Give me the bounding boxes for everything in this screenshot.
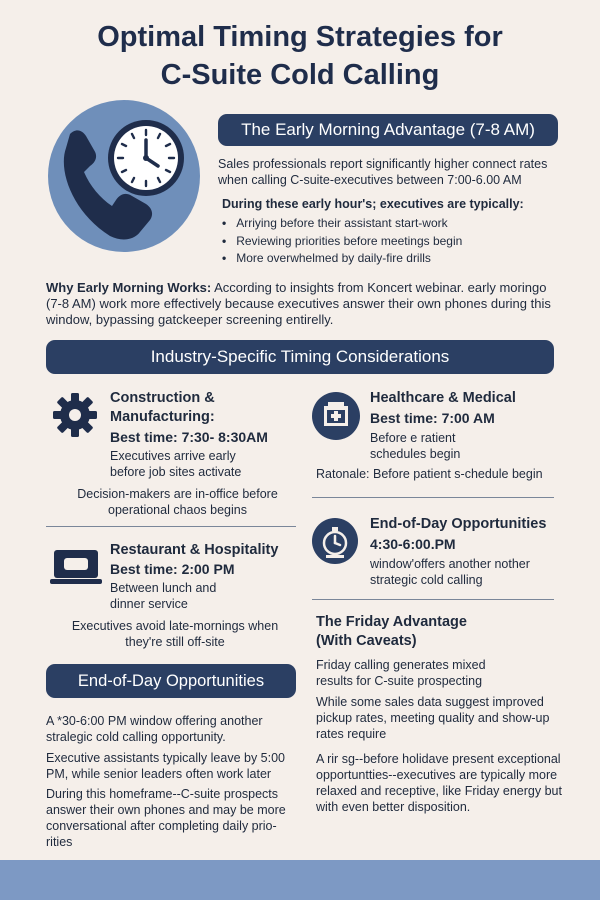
friday-heading: The Friday Advantage (With Caveats): [316, 614, 467, 649]
list-item: • Reviewing priorities before meetings begin: [222, 233, 572, 251]
timer-icon: [312, 518, 358, 569]
laptop-icon: [50, 548, 102, 591]
early-list-title: During these early hour's; executives are typically:: [222, 197, 524, 211]
footer-bar: [0, 860, 600, 900]
page-title: [20, 18, 580, 94]
eod-heading: End-of-Day Opportunities: [46, 664, 296, 698]
gear-icon: [52, 392, 98, 443]
list-item: • More overwhelmed by daily-fire drills: [222, 250, 572, 268]
hospital-icon: [312, 392, 360, 445]
divider: [312, 497, 554, 498]
early-morning-heading: The Early Morning Advantage (7-8 AM): [218, 114, 558, 146]
eod-p2: Executive assistants typically leave by 5:00 PM, while senior leaders often work later: [46, 751, 286, 781]
eod-small-note: window'offers another nother strategic cold calling: [370, 557, 530, 587]
early-list: [222, 215, 572, 268]
friday-p3: A rir sg--before holidave present exceptional opportuntties--executives are typically more relaxed and receptive, like Friday energy but with even better disposition.: [316, 752, 562, 814]
title-line-1: Optimal Timing Strategies for: [97, 21, 503, 53]
industry-heading: Industry-Specific Timing Considerations: [46, 340, 554, 374]
construction-note-2: Decision-makers are in-office before operational chaos begins: [77, 487, 278, 517]
restaurant-title: Restaurant & Hospitality: [110, 542, 279, 558]
clock-icon: [108, 120, 184, 196]
eod-small-title: End-of-Day Opportunities: [370, 516, 547, 532]
hero-illustration: [48, 100, 200, 252]
eod-p3: During this homeframe--C-suite prospects answer their own phones and may be more conversational after completing daily prio-rities: [46, 787, 286, 849]
divider: [46, 526, 296, 527]
eod-p1: A *30-6:00 PM window offering another stralegic cold calling opportunity.: [46, 714, 263, 744]
divider: [312, 599, 554, 600]
title-line-2: C-Suite Cold Calling: [160, 59, 440, 91]
why-text: According to insights from Koncert webinar. early moringo (7-8 AM) work more effectively because executives answer their own phones during this window, bypassing gatckeeper screening entirelly.: [46, 280, 551, 327]
construction-note-1: Executives arrive early before job sites activate: [110, 449, 242, 479]
why-label: Why Early Morning Works:: [46, 280, 212, 295]
construction-best-time: Best time: 7:30- 8:30AM: [110, 429, 268, 445]
eod-small-time: 4:30-6:00.PM: [370, 536, 456, 552]
early-intro: Sales professionals report significantly higher connect rates when calling C-suite-executives between 7:00-6.00 AM: [218, 157, 548, 187]
healthcare-note-1: Before e ratient schedules begin: [370, 431, 461, 461]
list-item: • Arriying before their assistant start-work: [222, 215, 572, 233]
healthcare-title: Healthcare & Medical: [370, 390, 516, 406]
construction-title: Construction & Manufacturing:: [110, 390, 215, 425]
healthcare-best-time: Best time: 7:00 AM: [370, 410, 495, 426]
friday-p2: While some sales data suggest improved pickup rates, meeting quality and show-up rates require: [316, 695, 550, 741]
friday-p1: Friday calling generates mixed results for C-suite prospecting: [316, 658, 486, 688]
phone-clock-illustration: [48, 100, 200, 252]
restaurant-note-2: Executives avoid late-mornings when they're still off-site: [71, 619, 279, 649]
restaurant-best-time: Best time: 2:00 PM: [110, 561, 235, 577]
healthcare-note-2: Ratonale: Before patient s-chedule begin: [316, 467, 543, 481]
restaurant-note-1: Between lunch and dinner service: [110, 581, 217, 611]
why-early-paragraph: [46, 280, 556, 328]
